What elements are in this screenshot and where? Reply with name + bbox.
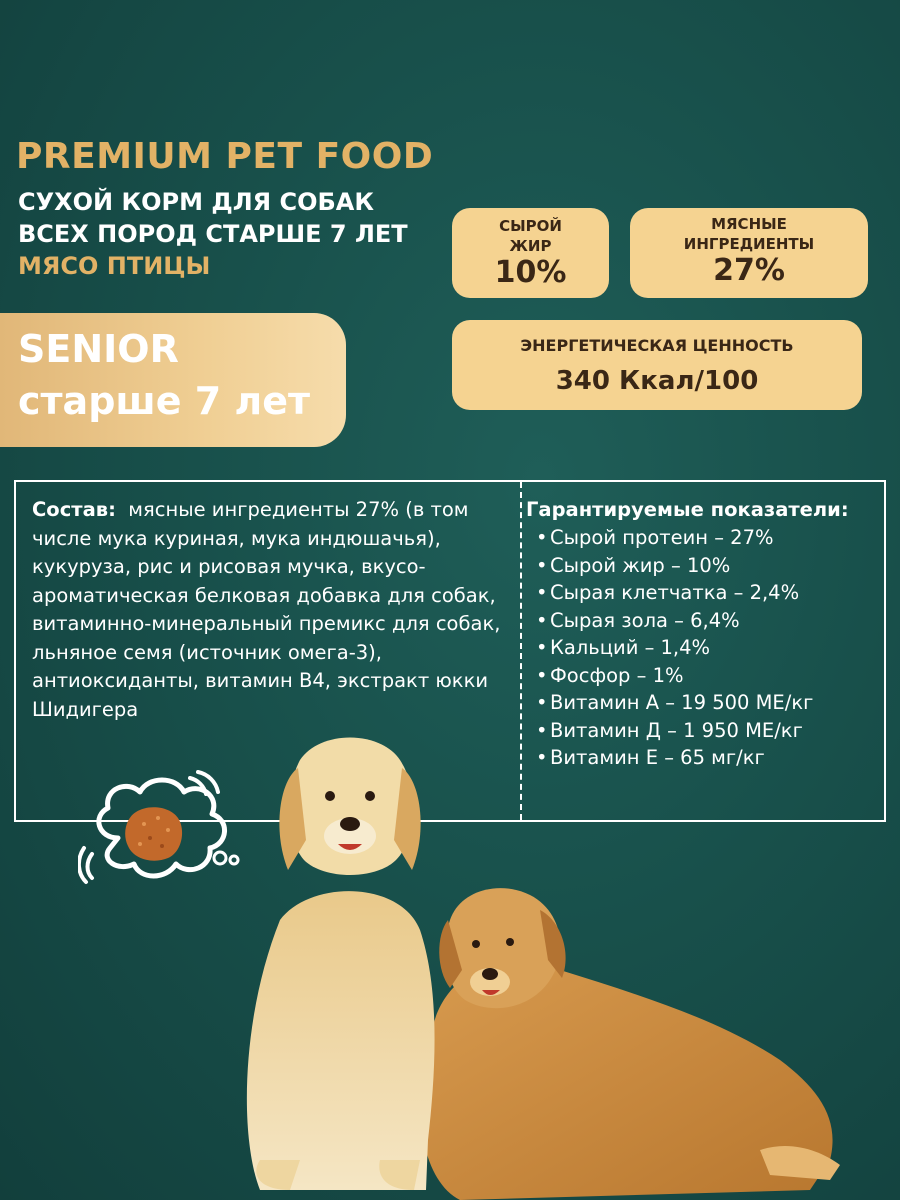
composition-key: Состав: — [32, 498, 116, 521]
senior-badge — [0, 313, 346, 447]
sitting-dog-icon — [247, 738, 435, 1191]
meat-value: 27% — [713, 253, 785, 288]
fat-value: 10% — [494, 255, 567, 290]
energy-stat-pill — [452, 320, 862, 410]
brand-title: PREMIUM PET FOOD — [16, 136, 434, 177]
guaranteed-item: • Сырой жир – 10% — [536, 553, 731, 577]
energy-value: 340 Ккал/100 — [555, 366, 759, 396]
fat-stat-pill — [452, 208, 609, 298]
meat-label-1: МЯСНЫЕ — [711, 215, 787, 233]
guaranteed-item: • Витамин А – 19 500 МЕ/кг — [536, 691, 814, 714]
meat-stat-pill — [630, 208, 868, 298]
flavor-label: МЯСО ПТИЦЫ — [18, 252, 211, 280]
guaranteed-title: Гарантируемые показатели: — [526, 498, 849, 521]
fat-label-1: СЫРОЙ — [499, 217, 562, 235]
guaranteed-item: • Сырая зола – 6,4% — [536, 608, 740, 632]
fat-label-2: ЖИР — [509, 237, 552, 255]
golden-retrievers-illustration — [200, 720, 860, 1200]
meat-label-2: ИНГРЕДИЕНТЫ — [683, 235, 815, 253]
senior-title: SENIOR — [18, 327, 179, 371]
lying-dog-icon — [420, 888, 840, 1200]
guaranteed-item: • Кальций – 1,4% — [536, 636, 711, 659]
composition-text — [32, 496, 510, 724]
guaranteed-item: • Сырая клетчатка – 2,4% — [536, 581, 800, 604]
guaranteed-item: • Витамин Е – 65 мг/кг — [536, 746, 765, 769]
product-line-2: ВСЕХ ПОРОД СТАРШЕ 7 ЛЕТ — [18, 220, 408, 248]
product-line-1: СУХОЙ КОРМ ДЛЯ СОБАК — [18, 188, 374, 216]
guaranteed-item: • Сырой протеин – 27% — [536, 526, 774, 549]
kibble-icon — [125, 807, 182, 861]
senior-subtitle: старше 7 лет — [18, 379, 311, 423]
energy-label: ЭНЕРГЕТИЧЕСКАЯ ЦЕННОСТЬ — [520, 336, 794, 355]
guaranteed-item: • Витамин Д – 1 950 МЕ/кг — [536, 718, 803, 742]
composition-body: мясные ингредиенты 27% (в том числе мука куриная, мука индюшачья), кукуруза, рис и рисовая мучка, вкусо-ароматическая белковая добавка для собак, витаминно-минеральный премикс для собак, льняное семя (источник омега-3), антиоксиданты, витамин В4, экстракт юкки Шидигера — [32, 498, 501, 721]
guaranteed-item: • Фосфор – 1% — [536, 663, 684, 687]
